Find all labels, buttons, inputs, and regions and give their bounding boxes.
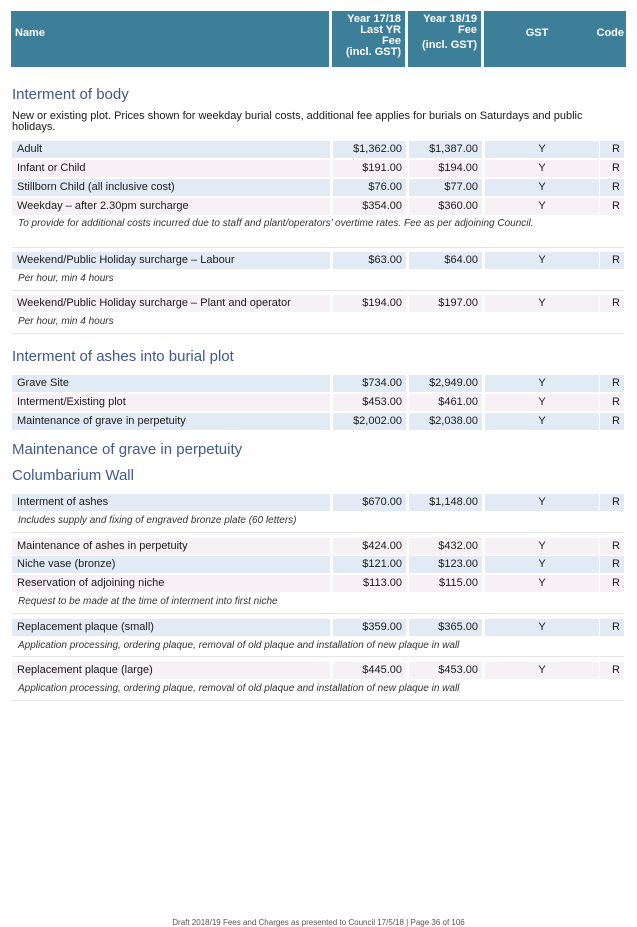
row-fee-18-19: $1,387.00 [409,141,482,158]
row-name: Stillborn Child (all inclusive cost) [12,179,330,196]
row-code: R [600,662,624,679]
row-gst: Y [485,141,599,158]
row-fee-18-19: $64.00 [409,252,482,269]
row-code: R [600,538,624,555]
row-fee-17-18: $194.00 [333,295,406,312]
row-gst: Y [485,252,599,269]
row-fee-17-18: $445.00 [333,662,406,679]
row-fee-17-18: $453.00 [333,394,406,411]
table-row [12,160,624,177]
header-c2-line1: Year 18/19 [423,13,477,25]
row-name: Weekend/Public Holiday surcharge – Plant and operator [12,295,330,312]
row-gst: Y [485,375,599,392]
divider [12,247,624,248]
row-gst: Y [485,575,599,592]
header-code: Code [590,11,626,67]
header-name: Name [11,11,329,67]
row-note: Application processing, ordering plaque, removal of old plaque and installation of new plaque in wall [18,640,460,651]
row-fee-18-19: $2,949.00 [409,375,482,392]
table-row [12,662,624,679]
table-row [12,556,624,573]
row-name: Reservation of adjoining niche [12,575,330,592]
row-gst: Y [485,394,599,411]
section-title-interment-of-body: Interment of body [12,86,129,103]
row-name: Replacement plaque (large) [12,662,330,679]
row-fee-17-18: $734.00 [333,375,406,392]
table-row [12,375,624,392]
row-name: Adult [12,141,330,158]
row-code: R [600,141,624,158]
row-fee-18-19: $197.00 [409,295,482,312]
table-row [12,295,624,312]
row-fee-18-19: $432.00 [409,538,482,555]
row-name: Maintenance of ashes in perpetuity [12,538,330,555]
row-gst: Y [485,538,599,555]
row-code: R [600,295,624,312]
row-code: R [600,394,624,411]
row-fee-17-18: $2,002.00 [333,413,406,430]
header-c1-line4: (incl. GST) [346,46,401,58]
row-note: Application processing, ordering plaque, removal of old plaque and installation of new plaque in wall [18,683,460,694]
row-fee-18-19: $194.00 [409,160,482,177]
divider [12,700,624,701]
row-code: R [600,179,624,196]
row-fee-18-19: $453.00 [409,662,482,679]
row-gst: Y [485,413,599,430]
table-row [12,575,624,592]
header-c1-line2: Last YR [360,24,401,36]
header-c2-line2: Fee [458,24,477,36]
row-name: Infant or Child [12,160,330,177]
row-code: R [600,198,624,215]
row-name: Interment of ashes [12,494,330,511]
row-gst: Y [485,160,599,177]
row-fee-18-19: $2,038.00 [409,413,482,430]
row-name: Weekday – after 2.30pm surcharge [12,198,330,215]
row-gst: Y [485,295,599,312]
row-fee-18-19: $461.00 [409,394,482,411]
divider [12,290,624,291]
row-code: R [600,252,624,269]
row-note: Includes supply and fixing of engraved bronze plate (60 letters) [18,515,297,526]
row-name: Maintenance of grave in perpetuity [12,413,330,430]
row-code: R [600,375,624,392]
row-fee-18-19: $360.00 [409,198,482,215]
header-c1-line3: Fee [382,35,401,47]
divider [12,656,624,657]
row-gst: Y [485,494,599,511]
section-title-columbarium-wall: Columbarium Wall [12,467,134,484]
row-code: R [600,575,624,592]
row-note: Request to be made at the time of interment into first niche [18,596,278,607]
row-fee-17-18: $113.00 [333,575,406,592]
row-fee-18-19: $115.00 [409,575,482,592]
row-gst: Y [485,179,599,196]
row-gst: Y [485,198,599,215]
row-fee-17-18: $354.00 [333,198,406,215]
row-name: Grave Site [12,375,330,392]
table-row [12,141,624,158]
row-fee-18-19: $77.00 [409,179,482,196]
table-row [12,394,624,411]
row-gst: Y [485,662,599,679]
section-intro: New or existing plot. Prices shown for weekday burial costs, additional fee applies for burials on Saturdays and public holidays. [12,110,583,133]
header-c1-line1: Year 17/18 [347,13,401,25]
header-gst: GST [484,11,590,67]
row-name: Weekend/Public Holiday surcharge – Labour [12,252,330,269]
divider [12,333,624,334]
table-row [12,494,624,511]
page-footer: Draft 2018/19 Fees and Charges as presented to Council 17/5/18 | Page 36 of 106 [172,918,465,927]
row-fee-18-19: $365.00 [409,619,482,636]
divider [12,532,624,533]
row-fee-17-18: $1,362.00 [333,141,406,158]
row-fee-17-18: $424.00 [333,538,406,555]
row-code: R [600,160,624,177]
row-code: R [600,556,624,573]
section-title-ashes-burial-plot: Interment of ashes into burial plot [12,348,234,365]
row-note: Per hour, min 4 hours [18,273,114,284]
row-note: Per hour, min 4 hours [18,316,114,327]
row-gst: Y [485,556,599,573]
divider [12,613,624,614]
table-row [12,252,624,269]
row-note: To provide for additional costs incurred due to staff and plant/operators’ overtime rates. Fee as per adjoining Council. [18,218,534,229]
row-name: Niche vase (bronze) [12,556,330,573]
table-row [12,198,624,215]
row-fee-18-19: $123.00 [409,556,482,573]
row-fee-17-18: $63.00 [333,252,406,269]
row-code: R [600,619,624,636]
row-fee-17-18: $76.00 [333,179,406,196]
row-fee-17-18: $670.00 [333,494,406,511]
row-fee-17-18: $121.00 [333,556,406,573]
row-fee-17-18: $359.00 [333,619,406,636]
header-year-18-19 [408,11,481,67]
row-name: Interment/Existing plot [12,394,330,411]
row-gst: Y [485,619,599,636]
table-row [12,538,624,555]
row-name: Replacement plaque (small) [12,619,330,636]
row-code: R [600,413,624,430]
table-row [12,619,624,636]
table-row [12,413,624,430]
table-row [12,179,624,196]
header-year-17-18 [332,11,405,67]
row-fee-18-19: $1,148.00 [409,494,482,511]
header-c2-line3: (incl. GST) [422,39,477,51]
section-title-maintenance: Maintenance of grave in perpetuity [12,441,243,458]
row-fee-17-18: $191.00 [333,160,406,177]
row-code: R [600,494,624,511]
